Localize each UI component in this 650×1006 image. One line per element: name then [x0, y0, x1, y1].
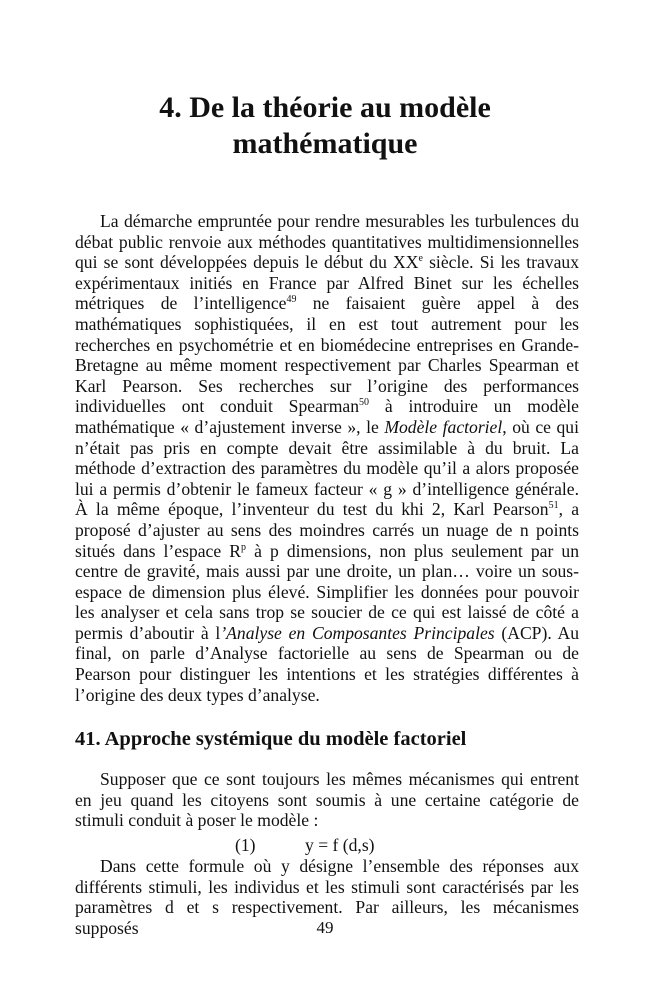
model-paragraph: Supposer que ce sont toujours les mêmes mécanismes qui entrent en jeu quand les citoyens sont soumis à une certaine catégorie de stimuli conduit à poser le modèle :	[75, 769, 579, 831]
formula-expression: y = f (d,s)	[305, 835, 375, 855]
intro-text-8: (ACP). Au final, on parle d’Analyse factorielle au sens de Spearman ou de Pearson pour distinguer les intentions et les stratégies différentes à l’origine des deux types d’analyse.	[75, 622, 579, 705]
intro-text-1: La démarche empruntée pour rendre mesurables les turbulences du débat public renvoie aux méthodes quantitatives multidimensionnelles qui se sont développées depuis le début du XX	[75, 211, 579, 273]
intro-text-2: siècle. Si les travaux expérimentaux initiés en France par Alfred Binet sur les échelles métriques de l’intelligence	[75, 252, 579, 314]
footnote-ref-51: 51	[548, 500, 559, 512]
intro-text-4: à introduire un modèle mathématique « d’ajustement inverse », le	[75, 396, 579, 437]
century-superscript: e	[418, 253, 423, 265]
section-title: 41. Approche systémique du modèle factoriel	[75, 728, 467, 750]
chapter-title-line-1: 4. De la théorie au modèle	[159, 91, 491, 124]
intro-text-6: , a proposé d’ajuster au sens des moindres carrés un nuage de n points situés dans l’espace R	[75, 499, 579, 561]
footnote-ref-50: 50	[359, 397, 370, 409]
chapter-title	[75, 90, 575, 162]
footnote-ref-49: 49	[286, 294, 297, 306]
intro-text-5: , où ce qui n’était pas pris en compte devait être assimilable à du bruit. La méthode d’extraction des paramètres du modèle qu’il a alors proposée lui a permis d’obtenir le fameux facteur « g » d’intelligence générale. À la même époque, l’inventeur du test du khi 2, Karl Pearson	[75, 416, 579, 520]
formula-explanation-paragraph: Dans cette formule où y désigne l’ensemble des réponses aux différents stimuli, les individus et les stimuli sont caractérisés par les paramètres d et s respectivement. Par ailleurs, les mécanismes supposés	[75, 856, 579, 938]
intro-paragraph	[75, 211, 579, 705]
term-acp: ’Analyse en Composantes Principales	[220, 622, 495, 643]
formula-number: (1)	[235, 835, 256, 855]
page-number: 49	[316, 918, 334, 937]
dimension-superscript: p	[240, 541, 246, 553]
intro-text-7: à p dimensions, non plus seulement par un centre de gravité, mais aussi par une droite, un plan… voire un sous-espace de dimension plus élevé. Simplifier les données pour pouvoir les analyser et cela sans trop se soucier de ce qui est laissé de côté a permis d’aboutir à l	[75, 540, 580, 643]
term-modele-factoriel: Modèle factoriel	[384, 416, 503, 437]
chapter-title-line-2: mathématique	[232, 127, 418, 160]
intro-text-3: ne faisaient guère appel à des mathématiques sophistiquées, il en est tout autrement pour les recherches en psychométrie et en biomédecine entreprises en Grande-Bretagne au même moment respectivement par Charles Spearman et Karl Pearson. Ses recherches sur l’origine des performances individuelles ont conduit Spearman	[75, 293, 579, 417]
